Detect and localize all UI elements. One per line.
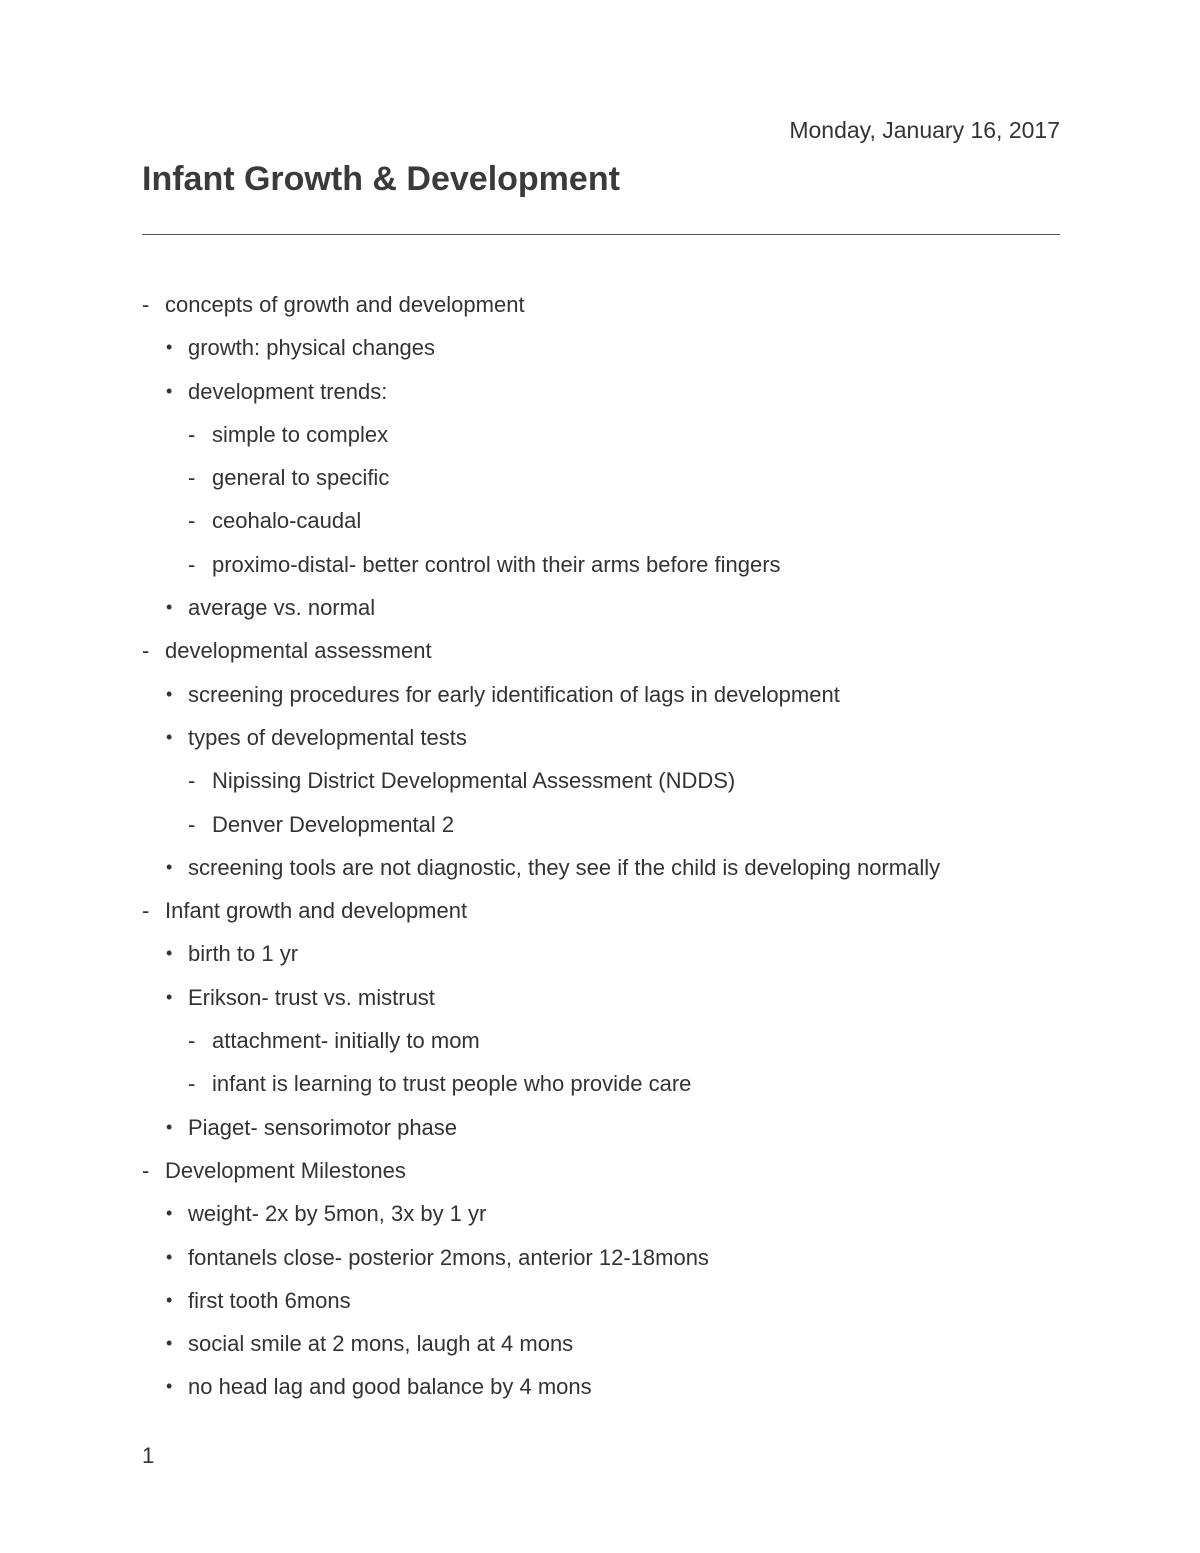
bullet-marker: • [166, 597, 173, 618]
outline-item-level-2 [142, 1236, 1072, 1279]
outline-item-level-3 [142, 1062, 1072, 1105]
dash-marker: - [188, 1071, 196, 1097]
outline-item-level-2 [142, 846, 1072, 889]
outline-item-text: no head lag and good balance by 4 mons [188, 1374, 592, 1400]
outline-item-text: first tooth 6mons [188, 1287, 351, 1313]
note-date: Monday, January 16, 2017 [789, 117, 1060, 143]
outline-item-text: development trends: [188, 378, 388, 404]
outline-item-level-2 [142, 976, 1072, 1019]
outline-item-level-1 [142, 629, 1072, 672]
outline-item-text: screening procedures for early identification of lags in development [188, 681, 840, 707]
outline-item-text: average vs. normal [188, 595, 376, 621]
outline-item-text: ceohalo-caudal [212, 508, 362, 534]
outline-item-level-3 [142, 543, 1072, 586]
outline-item-text: Development Milestones [165, 1157, 406, 1183]
dash-marker: - [188, 551, 196, 577]
dash-marker: - [188, 508, 196, 534]
outline-item-level-3 [142, 803, 1072, 846]
dash-marker: - [142, 638, 150, 664]
outline-item-text: Erikson- trust vs. mistrust [188, 984, 435, 1010]
outline-item-level-1 [142, 283, 1072, 326]
outline-item-level-2 [142, 932, 1072, 975]
outline-item-level-3 [142, 499, 1072, 542]
outline-item-text: birth to 1 yr [188, 941, 299, 967]
outline-item-level-2 [142, 326, 1072, 369]
outline-item-text: fontanels close- posterior 2mons, anterior 12-18mons [188, 1244, 709, 1270]
outline-item-level-3 [142, 413, 1072, 456]
page-number: 1 [142, 1443, 155, 1468]
dash-marker: - [142, 292, 150, 317]
outline-item-level-1 [142, 1149, 1072, 1192]
outline-item-text: general to specific [212, 465, 390, 491]
bullet-marker: • [166, 1333, 173, 1354]
bullet-marker: • [166, 943, 173, 964]
dash-marker: - [142, 1157, 150, 1183]
bullet-marker: • [166, 1116, 173, 1137]
outline-item-text: types of developmental tests [188, 724, 467, 750]
outline-item-level-3 [142, 456, 1072, 499]
outline-item-level-2 [142, 1106, 1072, 1149]
outline-item-text: attachment- initially to mom [212, 1028, 480, 1054]
outline-item-level-2 [142, 673, 1072, 716]
outline-item-text: Denver Developmental 2 [212, 811, 455, 837]
page-title: Infant Growth & Development [142, 160, 620, 198]
dash-marker: - [188, 768, 196, 794]
outline-item-text: growth: physical changes [188, 335, 436, 361]
bullet-marker: • [166, 683, 173, 704]
outline-item-level-3 [142, 1019, 1072, 1062]
dash-marker: - [188, 811, 196, 837]
outline-item-text: concepts of growth and development [165, 292, 525, 317]
bullet-marker: • [166, 1246, 173, 1267]
dash-marker: - [188, 421, 196, 447]
outline-item-level-3 [142, 759, 1072, 802]
outline-item-level-2 [142, 1365, 1072, 1408]
outline-item-level-1 [142, 889, 1072, 932]
outline-item-text: weight- 2x by 5mon, 3x by 1 yr [188, 1201, 487, 1227]
bullet-marker: • [166, 856, 173, 877]
outline-item-text: social smile at 2 mons, laugh at 4 mons [188, 1331, 574, 1357]
dash-marker: - [188, 1028, 196, 1054]
outline-item-text: simple to complex [212, 421, 389, 447]
bullet-marker: • [166, 380, 173, 401]
title-divider [142, 234, 1060, 235]
dash-marker: - [142, 898, 150, 924]
outline-item-text: proximo-distal- better control with their arms before fingers [212, 551, 781, 577]
bullet-marker: • [166, 1376, 173, 1397]
bullet-marker: • [166, 726, 173, 747]
bullet-marker: • [166, 337, 173, 358]
outline-item-text: Piaget- sensorimotor phase [188, 1114, 458, 1140]
outline-item-level-2 [142, 1192, 1072, 1235]
bullet-marker: • [166, 986, 173, 1007]
bullet-marker: • [166, 1203, 173, 1224]
dash-marker: - [188, 465, 196, 491]
outline-item-level-2 [142, 586, 1072, 629]
bullet-marker: • [166, 1289, 173, 1310]
outline-item-text: developmental assessment [165, 638, 432, 664]
outline-item-text: Infant growth and development [165, 898, 468, 924]
outline-item-level-2 [142, 1322, 1072, 1365]
outline-item-text: Nipissing District Developmental Assessment (NDDS) [212, 768, 736, 794]
outline-item-text: screening tools are not diagnostic, they see if the child is developing normally [188, 854, 941, 880]
outline-item-level-2 [142, 1279, 1072, 1322]
outline-item-level-2 [142, 716, 1072, 759]
outline-item-level-2 [142, 370, 1072, 413]
outline-item-text: infant is learning to trust people who provide care [212, 1071, 692, 1097]
notes-outline [142, 283, 1072, 1409]
